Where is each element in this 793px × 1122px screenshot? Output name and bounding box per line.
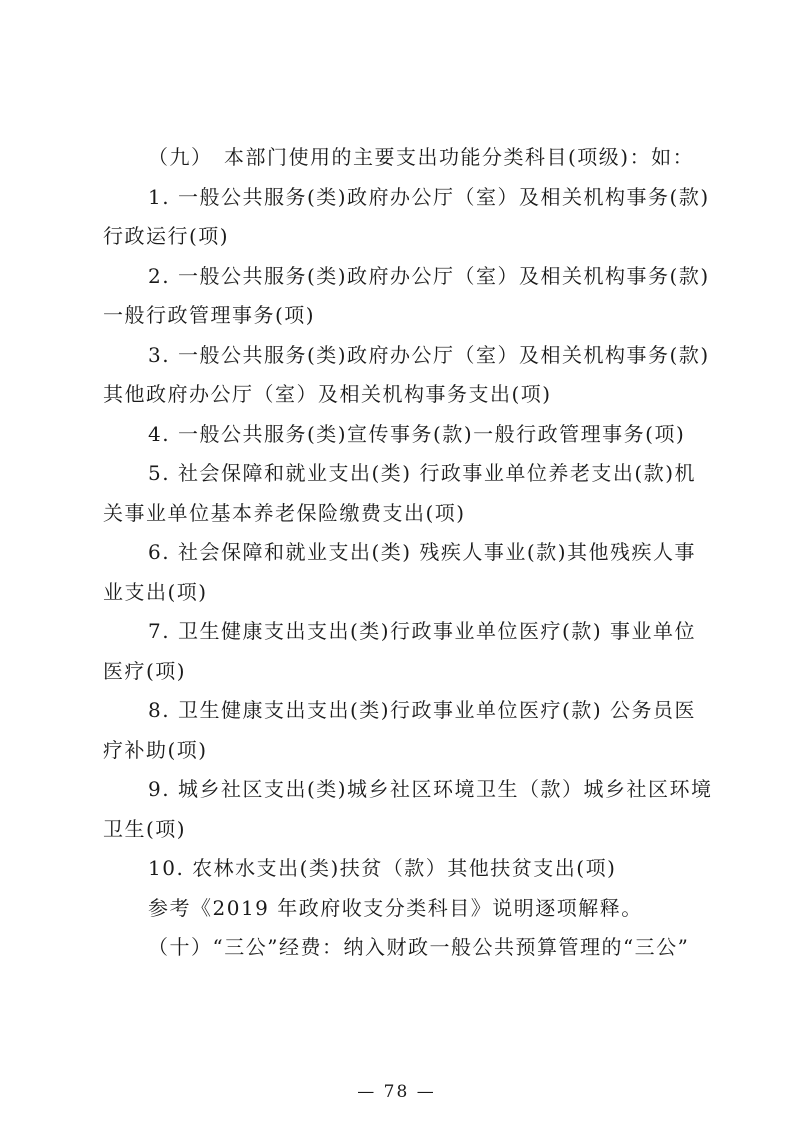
text-line: 3. 一般公共服务(类)政府办公厅（室）及相关机构事务(款): [148, 342, 710, 367]
text-line: 7. 卫生健康支出支出(类)行政事业单位医疗(款) 事业单位: [148, 619, 697, 643]
text-line: 疗补助(项): [103, 737, 208, 762]
text-line: 医疗(项): [103, 658, 187, 683]
text-line: 1. 一般公共服务(类)政府办公厅（室）及相关机构事务(款): [148, 184, 710, 209]
text-line: 2. 一般公共服务(类)政府办公厅（室）及相关机构事务(款): [148, 263, 710, 288]
text-line: 8. 卫生健康支出支出(类)行政事业单位医疗(款) 公务员医: [148, 698, 697, 722]
text-line: 行政运行(项): [103, 224, 230, 248]
text-line: 卫生(项): [103, 816, 187, 841]
text-line: 5. 社会保障和就业支出(类) 行政事业单位养老支出(款)机: [148, 461, 697, 485]
text-line: 参考《2019 年政府收支分类科目》说明逐项解释。: [148, 895, 643, 920]
text-line: 6. 社会保障和就业支出(类) 残疾人事业(款)其他残疾人事: [148, 540, 697, 564]
text-line: 业支出(项): [103, 579, 208, 604]
text-line: 其他政府办公厅（室）及相关机构事务支出(项): [103, 382, 552, 406]
text-line: 一般行政管理事务(项): [103, 303, 316, 327]
text-line: 10. 农林水支出(类)扶贫（款）其他扶贫支出(项): [148, 856, 617, 880]
text-line: （十）“三公”经费：纳入财政一般公共预算管理的“三公”: [148, 935, 690, 959]
document-body: [103, 138, 713, 968]
text-line: （九） 本部门使用的主要支出功能分类科目(项级)：如：: [148, 145, 695, 169]
text-line: 关事业单位基本养老保险缴费支出(项): [103, 500, 466, 525]
page-number: — 78 —: [357, 1082, 436, 1102]
text-line: 9. 城乡社区支出(类)城乡社区环境卫生（款）城乡社区环境: [148, 777, 713, 801]
text-line: 4. 一般公共服务(类)宣传事务(款)一般行政管理事务(项): [148, 421, 686, 446]
